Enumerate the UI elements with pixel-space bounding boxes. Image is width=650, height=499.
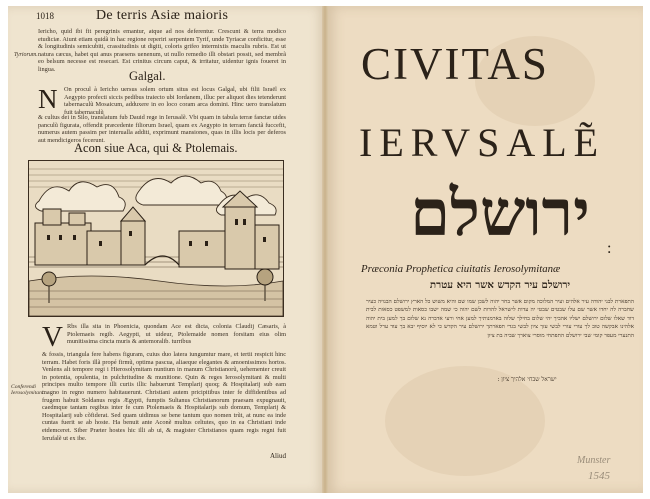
hebrew-heading-line: ירושלם עיר הקדש אשר היא עטרת <box>429 279 571 291</box>
title-civitas: CIVITAS <box>361 39 549 89</box>
pencil-note-year: 1545 <box>588 470 610 482</box>
paragraph-galgal-start: On procul à Iericho uersus solem ortum situs est locus Galgal, ubi filii Israël ex Aegypto profecti siccis pedibus traiecto ubi Iordanem, illuc per aliquot dies tetenderunt tabernaculũ Mosaicum, adduxere in eo loco coram arca domini. Hinc uero translatum fuit tabernaculũ <box>64 86 286 116</box>
paragraph-acon-cont: & fossis, triangula fere habens figuram, cuius duo latera iungumtur mare, et tertii respicit hinc terram. Habet foris illã propé firmũ, optima pascua, aliaeque elegantes & amoenissimos hortos. Venlens alt tempore regi i Hierosolymitam nuntium in manum Christianorũ, uehementer creuit in potentia, opulentia, in pulchritudine & munitione. Quin & reges Ierosolymitani & multi principes multo tempore illi curiis illic habuerunt Templarij quoq; & Hospitalarij sub eam magno in regno numero habitauerunt. Christiani autem pricipitibus inter fe diffidentibus ad frugem habuit Soldanus regis Ægypti, fumptis Sultanus Christianorum praesam expugnauit, caedmque tantam regibus inter fe cum Ptolemaeis & Hospitalarijs sub domum, Templarij & Hospitalarij sub cõfiderat. Sed quam uidimus se bene tantum quo nomen trũt, at nunc ea inde cuntas fuerit se ab hoste. Ha benuit ante Aconẽ multus celtutes, quo in ea Christiani inde etdemceret. Siber Præter hostes hic illi ab ui, & magister Christianos quam regis regni fuit Ierufalẽ ut ex ibe. <box>42 351 286 442</box>
catchword: Aliud <box>270 452 286 460</box>
drop-cap-v: V <box>42 321 63 353</box>
pencil-note-author: Munster <box>577 455 611 466</box>
paragraph-acon-start: Rbs illa sita in Phoenicia, quondam Ace est dicta, colonia Claudij Cæsaris, à Ptolemaeis regib. Aegypti, ut uideur, Ptolemaide nomen forsitam eius olim munitissima cincta muris & antemoralib. turribus <box>67 323 286 346</box>
subtitle-praeconia: Præconia Prophetica ciuitatis Ierosolymitanæ <box>361 263 561 275</box>
hebrew-title-colon: : <box>607 240 612 257</box>
title-ierusalem: IERVSALẼ <box>359 120 606 165</box>
section-heading-acon: Acon siue Aca, qui & Ptolemais. <box>74 141 238 155</box>
hebrew-text-block: התפארת לבני יהודה עיר אלהים ועיר המלוכה מקום אשר בחר יהוה לשכן שמו שם והיא משוש כל הארץ ירושלם הבנויה כעיר שחברה לה יחדו אשר שם עלו שבטים שבטי יה עדות לישראל להדות לשם יהוה כי שמה ישבו כסאות למשפט כסאות לבית דוד שאלו שלום ירושלם ישליו אהביך יהי שלום בחילך שלוה בארמנותיך למען אחי ורעי אדברה נא שלום בך למען בית יהוה אלהינו אבקשה טוב לך עורי עורי לבשי עזך ציון לבשי בגדי תפארתך ירושלם עיר הקדש כי לא יוסיף יבא בך עוד ערל וטמא התנערי מעפר קומי שבי ירושלם התפתחי מוסרי צוארך שביה בת ציון <box>366 299 634 339</box>
paragraph-serpent: Iericho, quid ibi fit peregrinis emantur, atque ad nos deferentur. Crescunt & terra modico etudiciæ. Aiunt etiam quidã in hac regione reperiri serpentem Tyrif, unde Tyriacæ conficitur, esse & longitudinis semicubiti, crassitudinis ut digiti, coloris grifeo intermixtis maculis rubris. Est ut natura cæcus, habet qui anus praesens uenenum, ut nullo remedio illi obstari possit, sed membrã eo belsum necesse est resecari. Est crinitus circum caput, & irritatur, uidentur ignis foueret in lingua. <box>38 28 286 73</box>
book-gutter <box>322 6 328 493</box>
woodcut-illustration <box>28 160 284 317</box>
side-note-conferendi: Conferendi Ierosolymitani. <box>11 384 45 397</box>
woodcut-city-scene <box>29 161 283 316</box>
hebrew-title: ירושלם <box>410 176 590 251</box>
section-heading-galgal: Galgal. <box>129 69 166 83</box>
running-head: De terris Asiæ maioris <box>96 8 229 23</box>
paragraph-galgal-cont: & cultus dei in Silo, translatum fub Dauid rege in Ierusalẽ. Vbi quam in tabula terræ fanctæ uides panculũ figurata, offendit præcedente filiorum Israel, quam ex Aegypto in terram fanctã fuccefit, numerus autem passim per interualla additi, exprimunt mansiones, quas in illis locis per deferos aut mendicigeros fecerunt. <box>38 114 286 144</box>
page-number: 1018 <box>36 11 54 21</box>
drop-cap-n: N <box>38 84 58 114</box>
hebrew-text-end: ישראל שבחי אלהיך ציון : <box>497 376 557 383</box>
side-note-tyriorum: Tyriorum. <box>14 52 38 58</box>
